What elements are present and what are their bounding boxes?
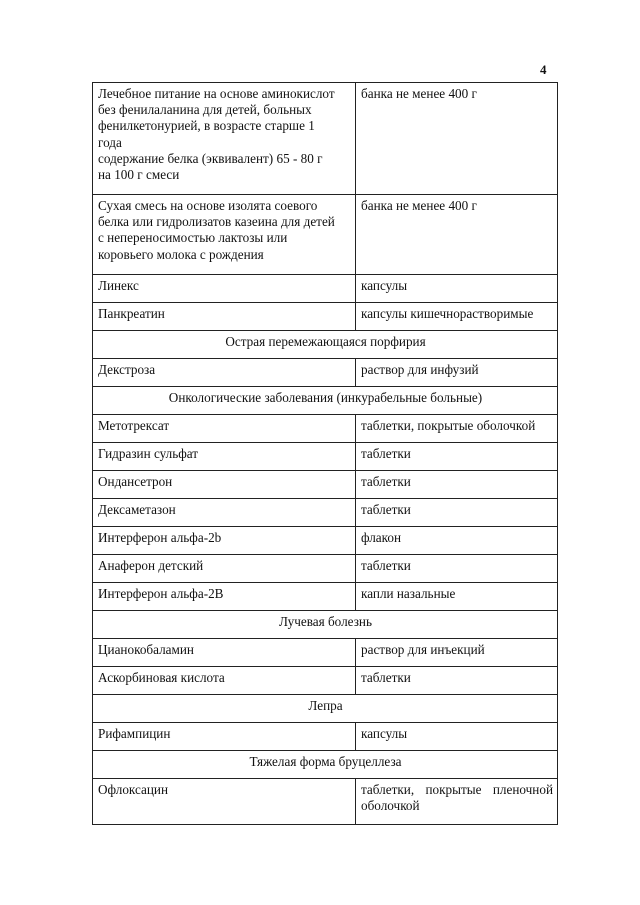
drug-name-cell: Декстроза	[93, 359, 356, 387]
table-row	[93, 415, 558, 443]
dosage-form-cell: флакон	[356, 527, 558, 555]
drug-name-cell: Цианокобаламин	[93, 639, 356, 667]
table-row	[93, 779, 558, 825]
dosage-form-cell: таблетки	[356, 471, 558, 499]
table-row	[93, 583, 558, 611]
drug-name-cell: Анаферон детский	[93, 555, 356, 583]
section-header-row	[93, 751, 558, 779]
table-row	[93, 443, 558, 471]
drug-name-cell: Интерферон альфа-2b	[93, 527, 356, 555]
page-number: 4	[540, 62, 547, 77]
dosage-form-cell: таблетки, покрытые пленочной оболочкой	[356, 779, 558, 825]
section-title: Лепра	[93, 695, 558, 723]
table-row	[93, 359, 558, 387]
dosage-form-cell: банка не менее 400 г	[356, 195, 558, 275]
drug-name-cell: Гидразин сульфат	[93, 443, 356, 471]
table-row	[93, 471, 558, 499]
drug-name-cell: Рифампицин	[93, 723, 356, 751]
table-row	[93, 275, 558, 303]
table-row	[93, 83, 558, 195]
drug-name-cell: Линекс	[93, 275, 356, 303]
table-row	[93, 195, 558, 275]
dosage-form-cell: таблетки, покрытые оболочкой	[356, 415, 558, 443]
dosage-form-cell: раствор для инфузий	[356, 359, 558, 387]
table-row	[93, 499, 558, 527]
table-row	[93, 527, 558, 555]
medication-table	[92, 82, 558, 825]
dosage-form-cell: капсулы	[356, 275, 558, 303]
section-title: Онкологические заболевания (инкурабельные больные)	[93, 387, 558, 415]
section-title: Тяжелая форма бруцеллеза	[93, 751, 558, 779]
dosage-form-cell: таблетки	[356, 555, 558, 583]
section-header-row	[93, 611, 558, 639]
table-row	[93, 667, 558, 695]
drug-name-cell: Лечебное питание на основе аминокислот без фенилаланина для детей, больных фенилкетонурией, в возрасте старше 1 года содержание белка (эквивалент) 65 - 80 г на 100 г смеси	[93, 83, 356, 195]
drug-name-cell: Панкреатин	[93, 303, 356, 331]
section-header-row	[93, 695, 558, 723]
dosage-form-cell: капсулы	[356, 723, 558, 751]
dosage-form-cell: капли назальные	[356, 583, 558, 611]
table-row	[93, 723, 558, 751]
section-header-row	[93, 331, 558, 359]
dosage-form-cell: раствор для инъекций	[356, 639, 558, 667]
section-header-row	[93, 387, 558, 415]
dosage-form-cell: таблетки	[356, 667, 558, 695]
table-row	[93, 303, 558, 331]
section-title: Лучевая болезнь	[93, 611, 558, 639]
drug-name-cell: Ондансетрон	[93, 471, 356, 499]
drug-name-cell: Интерферон альфа-2В	[93, 583, 356, 611]
dosage-form-cell: банка не менее 400 г	[356, 83, 558, 195]
drug-name-cell: Дексаметазон	[93, 499, 356, 527]
drug-name-cell: Сухая смесь на основе изолята соевого белка или гидролизатов казеина для детей с непереносимостью лактозы или коровьего молока с рождения	[93, 195, 356, 275]
drug-name-cell: Метотрексат	[93, 415, 356, 443]
table-row	[93, 555, 558, 583]
dosage-form-cell: таблетки	[356, 443, 558, 471]
dosage-form-cell: капсулы кишечнорастворимые	[356, 303, 558, 331]
dosage-form-cell: таблетки	[356, 499, 558, 527]
drug-name-cell: Аскорбиновая кислота	[93, 667, 356, 695]
drug-name-cell: Офлоксацин	[93, 779, 356, 825]
table-row	[93, 639, 558, 667]
section-title: Острая перемежающаяся порфирия	[93, 331, 558, 359]
